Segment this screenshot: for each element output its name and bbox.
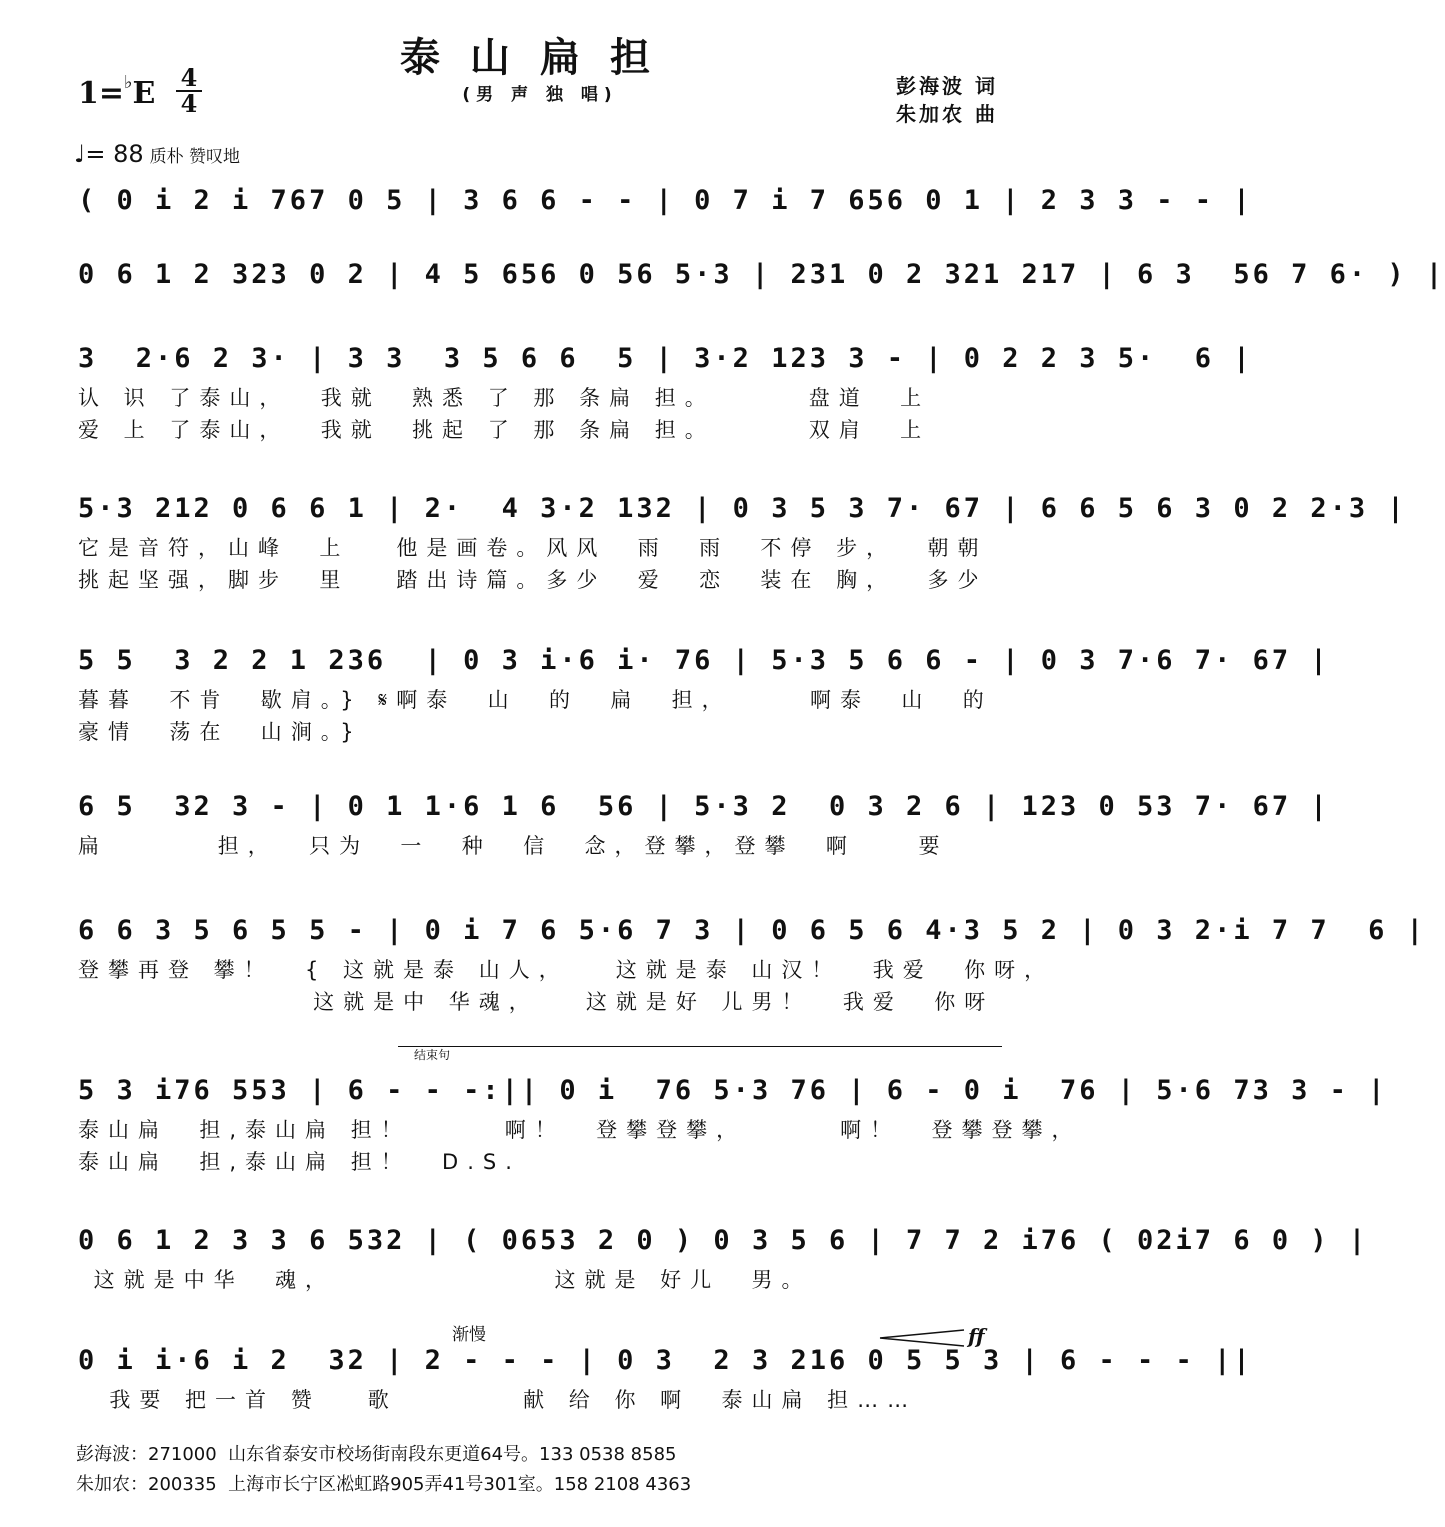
score-line-3 (78, 334, 1253, 446)
expression-marking: 质朴 赞叹地 (149, 147, 241, 167)
notes-line-7: 6 6 3 5 6 5 5 - | 0 i 7 6 5·6 7 3 | 0 6 5 6 4·3 5 2 | 0 3 2·i 7 7 6 | (78, 914, 1426, 946)
score-line-9 (78, 1216, 1369, 1296)
notes-line-9: 0 6 1 2 3 3 6 532 | ( 0653 2 0 ) 0 3 5 6 | 7 7 2 i76 ( 02i7 6 0 ) | (78, 1224, 1369, 1256)
notes-line-2: 0 6 1 2 323 0 2 | 4 5 656 0 56 5·3 | 231 0 2 321 217 | 6 3 56 7 6· ) | (78, 258, 1445, 290)
notes-line-10: 0 i i·6 i 2 32 | 2 - - - | 0 3 2 3 216 0 5 5 3 | 6 - - - || (78, 1344, 1253, 1376)
score-line-5 (78, 636, 1330, 748)
notes-line-4: 5·3 212 0 6 6 1 | 2· 4 3·2 132 | 0 3 5 3 7· 67 | 6 6 5 6 3 0 2 2·3 | (78, 492, 1407, 524)
ending-bracket (398, 1046, 1002, 1047)
composer: 朱加农 曲 (896, 102, 998, 126)
song-subtitle: (男 声 独 唱) (462, 85, 618, 105)
lyrics-line-8-verse-1: 泰山扁 担,泰山扁 担！ 啊！ 登攀登攀， 啊！ 登攀登攀， (78, 1118, 1082, 1142)
flat-icon: ♭ (124, 72, 133, 93)
lyricist: 彭海波 词 (896, 74, 998, 98)
ritard-marking: 渐慢 (452, 1325, 486, 1345)
score-line-2 (78, 250, 1445, 298)
lyrics-line-4-verse-1: 它是音符，山峰 上 他是画卷。风风 雨 雨 不停 步， 朝朝 (78, 536, 988, 560)
quarter-note-icon: ♩ (74, 140, 86, 168)
notes-line-6: 6 5 32 3 - | 0 1 1·6 1 6 56 | 5·3 2 0 3 2 6 | 123 0 53 7· 67 | (78, 790, 1330, 822)
score-line-1 (78, 176, 1253, 224)
lyrics-line-6: 扁 担， 只为 一 种 信 念，登攀，登攀 啊 要 (78, 834, 949, 858)
notes-line-1: ( 0 i 2 i 767 0 5 | 3 6 6 - - | 0 7 i 7 656 0 1 | 2 3 3 - - | (78, 184, 1253, 216)
notes-line-3: 3 2·6 2 3· | 3 3 3 5 6 6 5 | 3·2 123 3 - | 0 2 2 3 5· 6 | (78, 342, 1253, 374)
notes-line-8: 5 3 i76 553 | 6 - - -:|| 0 i 76 5·3 76 | 6 - 0 i 76 | 5·6 73 3 - | (78, 1074, 1388, 1106)
lyrics-line-7-verse-1: 登攀再登 攀！ { 这就是泰 山人， 这就是泰 山汉！ 我爱 你呀， (78, 958, 1055, 982)
lyrics-line-7-verse-2: 这就是中 华魂， 这就是好 儿男！ 我爱 你呀 (78, 990, 995, 1014)
score-line-6 (78, 782, 1330, 862)
contact-lyricist: 彭海波：271000 山东省泰安市校场街南段东更道64号。133 0538 8585 (76, 1444, 677, 1465)
credits (896, 72, 998, 128)
lyrics-line-8-verse-2: 泰山扁 担,泰山扁 担！ D.S. (78, 1150, 521, 1174)
lyrics-line-9: 这就是中华 魂， 这就是 好儿 男。 (78, 1268, 812, 1292)
lyrics-line-4-verse-2: 挑起坚强，脚步 里 踏出诗篇。多少 爱 恋 装在 胸， 多少 (78, 568, 988, 592)
song-title: 泰山扁担 (400, 34, 680, 81)
dynamic-marking: ff (968, 1324, 985, 1348)
lyrics-line-5-verse-1: 暮暮 不肯 歇肩。} 𝄋啊泰 山 的 扁 担， 啊泰 山 的 (78, 688, 993, 712)
lyrics-line-3-verse-1: 认 识 了泰山， 我就 熟悉 了 那 条扁 担。 盘道 上 (78, 386, 931, 410)
score-line-7 (78, 906, 1426, 1018)
lyrics-line-3-verse-2: 爱 上 了泰山， 我就 挑起 了 那 条扁 担。 双肩 上 (78, 418, 931, 442)
lyrics-line-10: 我要 把一首 赞 歌 献 给 你 啊 泰山扁 担…… (78, 1388, 918, 1412)
ending-label: 结束句 (414, 1048, 451, 1062)
tempo-marking: ♩= 88 质朴 赞叹地 (74, 140, 241, 168)
time-signature: 4 4 (176, 66, 202, 116)
score-line-8 (78, 1066, 1388, 1178)
score-line-10 (78, 1336, 1253, 1416)
score-line-4 (78, 484, 1407, 596)
key-signature: 1=♭E (78, 72, 156, 111)
lyrics-line-5-verse-2: 豪情 荡在 山涧。} (78, 720, 363, 744)
notes-line-5: 5 5 3 2 2 1 236 | 0 3 i·6 i· 76 | 5·3 5 6 6 - | 0 3 7·6 7· 67 | (78, 644, 1330, 676)
contact-composer: 朱加农：200335 上海市长宁区凇虹路905弄41号301室。158 2108 4363 (76, 1474, 692, 1495)
